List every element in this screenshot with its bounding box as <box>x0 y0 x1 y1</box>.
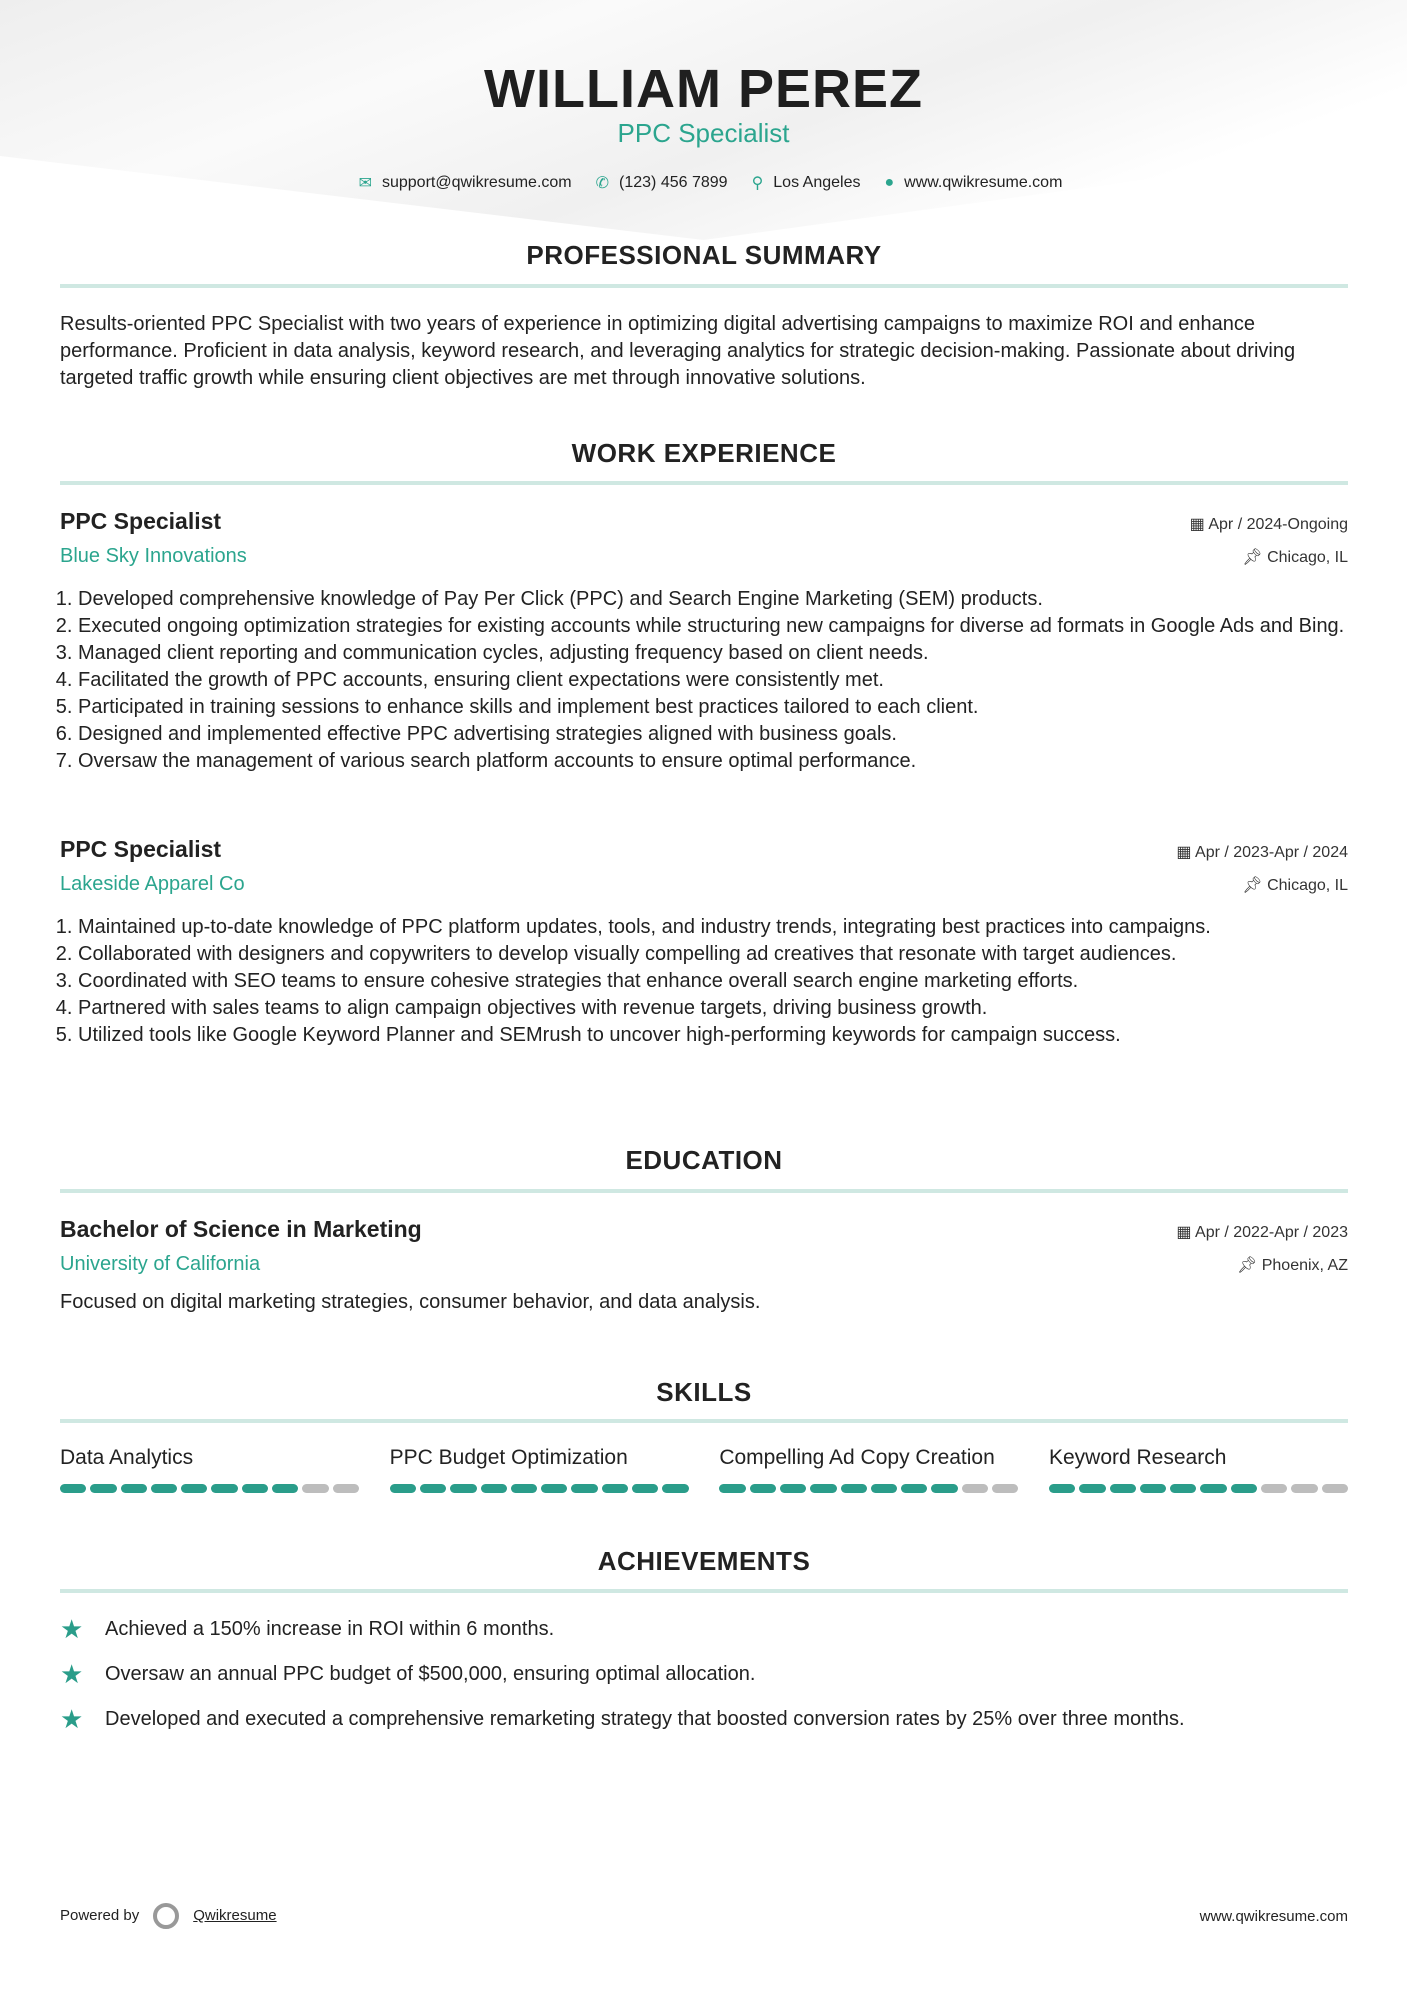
skill-level-segment <box>571 1484 597 1493</box>
job-header <box>60 836 1348 863</box>
skill-level-segment <box>211 1484 237 1493</box>
skill-rating-bar <box>719 1484 1018 1493</box>
skill-level-segment <box>242 1484 268 1493</box>
section-heading-work: WORK EXPERIENCE <box>571 438 837 468</box>
job-location <box>1242 547 1348 567</box>
location: Los Angeles <box>773 174 861 191</box>
powered-by: Powered by <box>60 1906 140 1924</box>
pin-icon: 📌︎ <box>1236 1257 1262 1274</box>
skill-rating-bar <box>390 1484 689 1493</box>
website[interactable]: www.qwikresume.com <box>904 174 1063 191</box>
skill-level-segment <box>662 1484 688 1493</box>
skill-level-segment <box>632 1484 658 1493</box>
bullet-item: 7. Oversaw the management of various search platform accounts to ensure optimal performance. <box>78 748 1348 775</box>
bullet-item: 4. Facilitated the growth of PPC accounts, ensuring client expectations were consistently met. <box>78 667 1348 694</box>
bullet-item: 3. Coordinated with SEO teams to ensure cohesive strategies that enhance overall search engine marketing efforts. <box>78 968 1348 995</box>
bullet-item: 2. Executed ongoing optimization strategies for existing accounts while structuring new campaigns for diverse ad formats in Google Ads and Bing. <box>78 613 1348 640</box>
skill-level-segment <box>121 1484 147 1493</box>
skill-item <box>60 1446 359 1493</box>
skill-level-segment <box>541 1484 567 1493</box>
achievement-text: Achieved a 150% increase in ROI within 6 months. <box>105 1618 555 1640</box>
skill-level-segment <box>511 1484 537 1493</box>
bullet-item: 3. Managed client reporting and communication cycles, adjusting frequency based on client needs. <box>78 640 1348 667</box>
skill-level-segment <box>1261 1484 1287 1493</box>
skill-level-segment <box>181 1484 207 1493</box>
skill-level-segment <box>333 1484 359 1493</box>
skill-name: Keyword Research <box>1048 1446 1227 1469</box>
degree: Bachelor of Science in Marketing <box>60 1216 422 1242</box>
skill-rating-bar <box>60 1484 359 1493</box>
bullet-item: 4. Partnered with sales teams to align campaign objectives with revenue targets, driving business growth. <box>78 995 1348 1022</box>
skill-level-segment <box>60 1484 86 1493</box>
qwikresume-logo-icon <box>153 1903 179 1929</box>
calendar-icon: ▦ <box>1176 844 1196 861</box>
skill-level-segment <box>962 1484 988 1493</box>
skill-level-segment <box>1200 1484 1226 1493</box>
job-header <box>60 508 1348 535</box>
skill-level-segment <box>151 1484 177 1493</box>
achievement-item <box>60 1652 1348 1697</box>
skill-item <box>390 1446 689 1493</box>
skill-level-segment <box>1049 1484 1075 1493</box>
skill-name: Compelling Ad Copy Creation <box>719 1446 995 1469</box>
skill-level-segment <box>810 1484 836 1493</box>
section-heading-achievements: ACHIEVEMENTS <box>597 1546 811 1576</box>
skill-level-segment <box>272 1484 298 1493</box>
dates-text: Apr / 2022-Apr / 2023 <box>1195 1224 1348 1241</box>
education-sub <box>60 1253 1348 1276</box>
skill-level-segment <box>841 1484 867 1493</box>
dates-text: Apr / 2024-Ongoing <box>1208 516 1348 533</box>
job-title: PPC Specialist <box>60 508 222 534</box>
skill-level-segment <box>780 1484 806 1493</box>
bullet-item: 1. Developed comprehensive knowledge of Pay Per Click (PPC) and Search Engine Marketing (SEM) products. <box>78 586 1348 613</box>
skill-level-segment <box>420 1484 446 1493</box>
company: Blue Sky Innovations <box>60 545 247 567</box>
skill-level-segment <box>1079 1484 1105 1493</box>
skill-name: PPC Budget Optimization <box>389 1446 628 1469</box>
email[interactable]: support@qwikresume.com <box>381 174 572 191</box>
calendar-icon: ▦ <box>1189 516 1209 533</box>
skill-level-segment <box>1170 1484 1196 1493</box>
section-heading-summary: PROFESSIONAL SUMMARY <box>526 240 882 270</box>
job-dates <box>1190 514 1348 534</box>
location-text: Chicago, IL <box>1267 877 1348 894</box>
location-text: Phoenix, AZ <box>1261 1257 1348 1274</box>
bullet-item: 1. Maintained up-to-date knowledge of PPC platform updates, tools, and industry trends, integrating best practices into campaigns. <box>78 914 1348 941</box>
bullet-item: 5. Participated in training sessions to enhance skills and implement best practices tailored to each client. <box>78 694 1348 721</box>
dates-text: Apr / 2023-Apr / 2024 <box>1195 844 1348 861</box>
skill-level-segment <box>1291 1484 1317 1493</box>
skill-level-segment <box>1140 1484 1166 1493</box>
job-bullets <box>60 914 1348 1049</box>
section-heading-skills: SKILLS <box>656 1377 752 1407</box>
location-pin-icon: ⚲ <box>751 175 764 192</box>
skill-level-segment <box>1231 1484 1257 1493</box>
job-title: PPC Specialist <box>617 118 790 148</box>
candidate-name: WILLIAM PEREZ <box>484 59 923 119</box>
contact-bar <box>0 173 1407 193</box>
summary-text: Results-oriented PPC Specialist with two years of experience in optimizing digital advertising campaigns to maximize ROI and enhance performance. Proficient in data analysis, keyword research, and leveraging analytics for strategic decision-making. Passionate about driving targeted traffic growth while ensuring client objectives are met through innovative solutions. <box>60 313 1296 389</box>
achievement-text: Developed and executed a comprehensive remarketing strategy that boosted conversion rates by 25% over three months. <box>105 1708 1185 1730</box>
achievement-item <box>60 1697 1348 1742</box>
skill-level-segment <box>1110 1484 1136 1493</box>
skills-list <box>60 1446 1348 1493</box>
skill-level-segment <box>931 1484 957 1493</box>
education-description: Focused on digital marketing strategies, consumer behavior, and data analysis. <box>60 1291 761 1313</box>
job-sub <box>60 545 1348 568</box>
pin-icon: 📌︎ <box>1242 549 1268 566</box>
divider <box>60 481 1348 485</box>
brand-link[interactable]: Qwikresume <box>193 1906 277 1924</box>
skill-level-segment <box>450 1484 476 1493</box>
skill-level-segment <box>992 1484 1018 1493</box>
education-location <box>1237 1255 1348 1275</box>
skill-level-segment <box>871 1484 897 1493</box>
skill-level-segment <box>90 1484 116 1493</box>
bullet-item: 6. Designed and implemented effective PPC advertising strategies aligned with business goals. <box>78 721 1348 748</box>
divider <box>60 1419 1348 1423</box>
footer <box>60 1903 1348 1929</box>
achievement-item <box>60 1607 1348 1652</box>
star-icon: ★ <box>60 1659 84 1689</box>
email-icon: ✉ <box>358 175 372 192</box>
skill-item <box>1049 1446 1348 1493</box>
star-icon: ★ <box>60 1614 84 1644</box>
skill-name: Data Analytics <box>60 1446 194 1469</box>
bullet-item: 5. Utilized tools like Google Keyword Planner and SEMrush to uncover high-performing keywords for campaign success. <box>78 1022 1348 1049</box>
location-text: Chicago, IL <box>1267 549 1348 566</box>
footer-site[interactable]: www.qwikresume.com <box>1199 1907 1348 1925</box>
skill-level-segment <box>901 1484 927 1493</box>
job-title: PPC Specialist <box>60 836 222 862</box>
divider <box>60 1189 1348 1193</box>
calendar-icon: ▦ <box>1176 1224 1196 1241</box>
skill-level-segment <box>390 1484 416 1493</box>
star-icon: ★ <box>60 1704 84 1734</box>
skill-item <box>719 1446 1018 1493</box>
skill-level-segment <box>602 1484 628 1493</box>
skill-level-segment <box>481 1484 507 1493</box>
skill-rating-bar <box>1049 1484 1348 1493</box>
job-bullets <box>60 586 1348 775</box>
divider <box>60 284 1348 288</box>
divider <box>60 1589 1348 1593</box>
bullet-item: 2. Collaborated with designers and copywriters to develop visually compelling ad creatives that resonate with target audiences. <box>78 941 1348 968</box>
section-heading-education: EDUCATION <box>625 1145 783 1175</box>
pin-icon: 📌︎ <box>1242 877 1268 894</box>
skill-level-segment <box>302 1484 328 1493</box>
job-location <box>1242 875 1348 895</box>
job-sub <box>60 873 1348 896</box>
job-dates <box>1176 842 1348 862</box>
skill-level-segment <box>750 1484 776 1493</box>
school: University of California <box>60 1253 261 1275</box>
education-header <box>60 1216 1348 1243</box>
achievement-text: Oversaw an annual PPC budget of $500,000, ensuring optimal allocation. <box>105 1663 756 1685</box>
globe-icon: ● <box>884 174 895 191</box>
achievements-list <box>60 1607 1348 1742</box>
company: Lakeside Apparel Co <box>60 873 245 895</box>
skill-level-segment <box>719 1484 745 1493</box>
phone: (123) 456 7899 <box>619 174 728 191</box>
phone-icon: ✆ <box>595 175 610 192</box>
skill-level-segment <box>1322 1484 1348 1493</box>
education-dates <box>1176 1222 1348 1242</box>
